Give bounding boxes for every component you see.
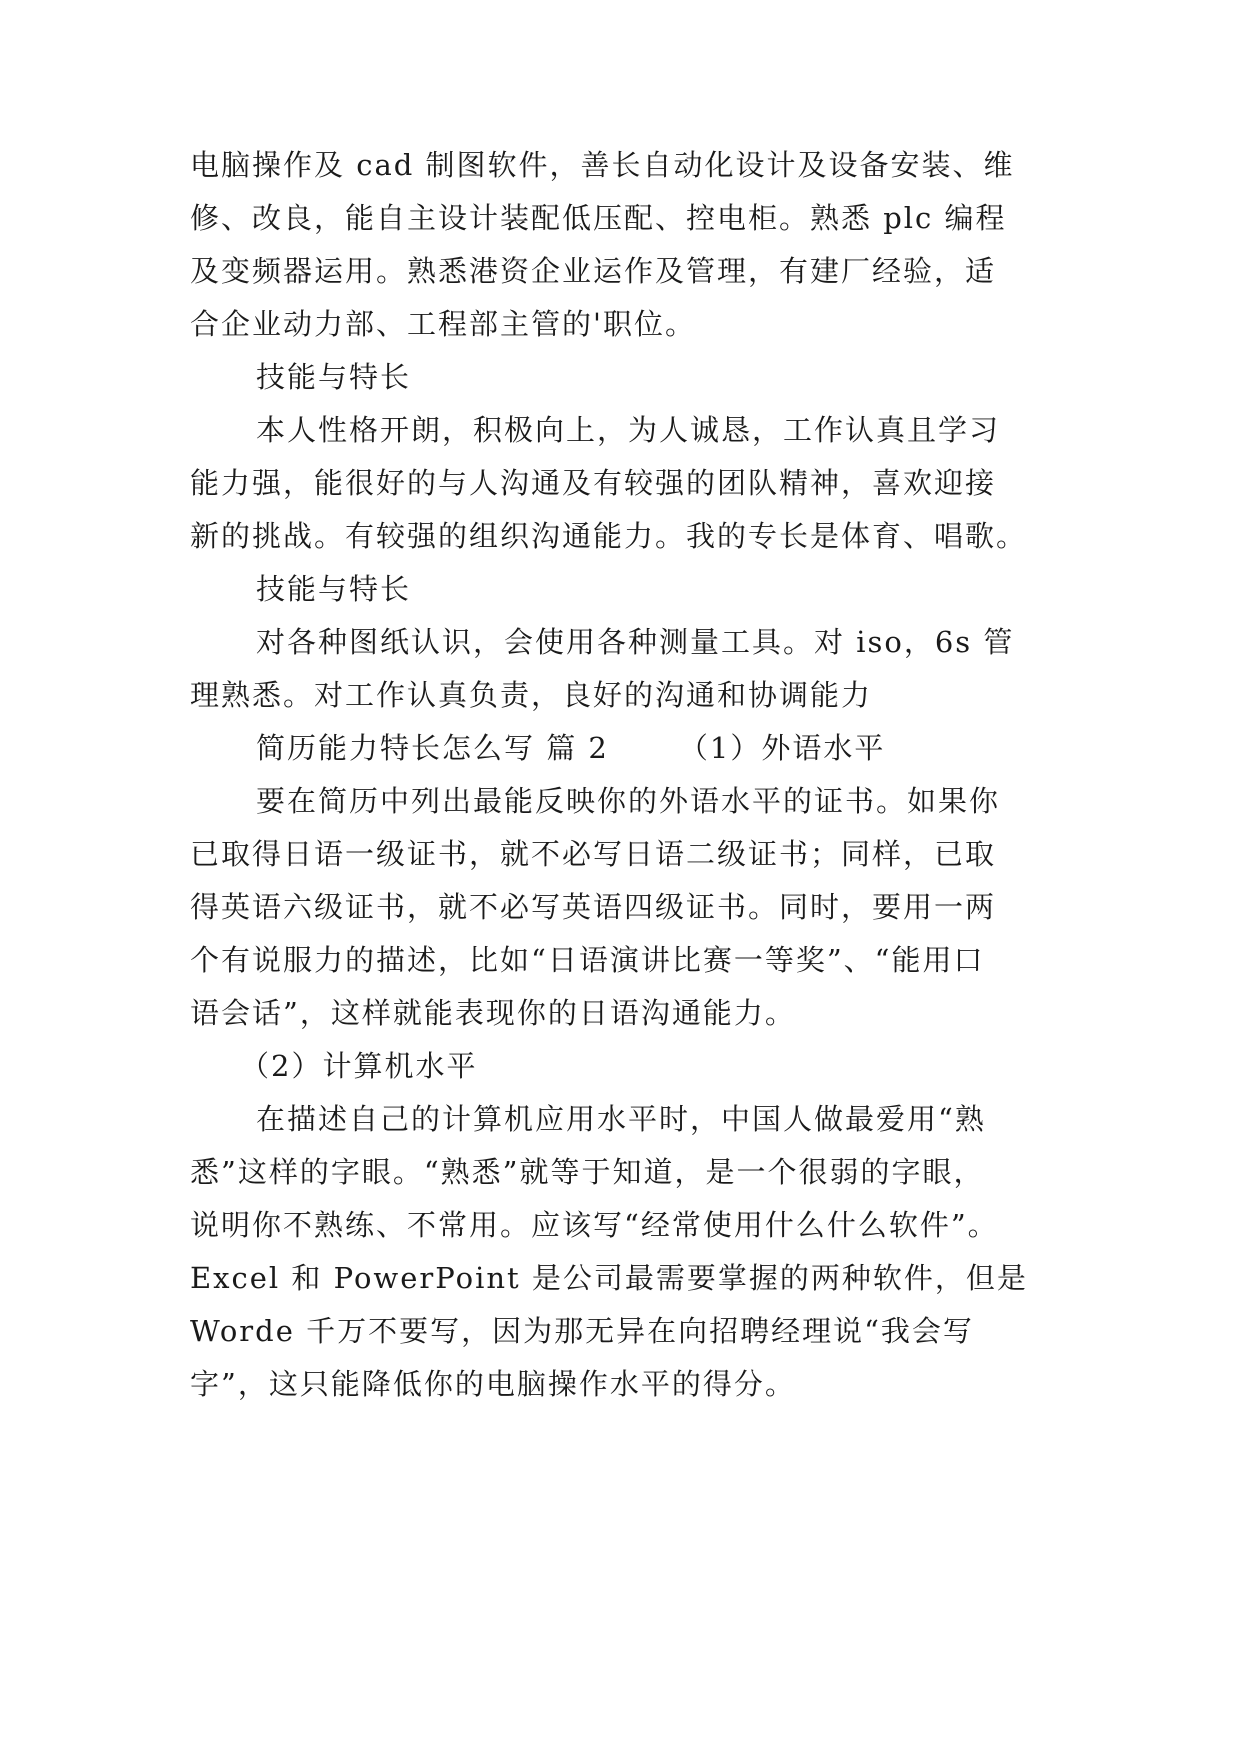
paragraph-line: 新的挑战。有较强的组织沟通能力。我的专长是体育、唱歌。 (190, 519, 1028, 553)
paragraph-line: 及变频器运用。熟悉港资企业运作及管理，有建厂经验，适 (190, 254, 997, 288)
paragraph-line: 得英语六级证书，就不必写英语四级证书。同时，要用一两 (190, 890, 997, 924)
article-title: 简历能力特长怎么写 篇 2 (256, 731, 609, 765)
paragraph-line: 修、改良，能自主设计装配低压配、控电柜。熟悉 plc 编程 (190, 201, 1007, 235)
paragraph-line: 在描述自己的计算机应用水平时，中国人做最爱用“熟 (256, 1102, 986, 1136)
section-heading-skills: 技能与特长 (256, 360, 412, 394)
paragraph-line: 本人性格开朗，积极向上，为人诚恳，工作认真且学习 (256, 413, 1001, 447)
paragraph-line: 电脑操作及 cad 制图软件，善长自动化设计及设备安装、维 (190, 148, 1015, 182)
paragraph-line: 字”，这只能降低你的电脑操作水平的得分。 (190, 1367, 796, 1401)
paragraph-line: 要在简历中列出最能反映你的外语水平的证书。如果你 (256, 784, 1001, 818)
paragraph-line: Worde 千万不要写，因为那无异在向招聘经理说“我会写 (190, 1314, 974, 1348)
paragraph-line: 语会话”，这样就能表现你的日语沟通能力。 (190, 996, 796, 1030)
paragraph-line: 悉”这样的字眼。“熟悉”就等于知道，是一个很弱的字眼， (190, 1155, 985, 1189)
paragraph-line: 对各种图纸认识，会使用各种测量工具。对 iso，6s 管 (256, 625, 1015, 659)
paragraph-line: 能力强，能很好的与人沟通及有较强的团队精神，喜欢迎接 (190, 466, 997, 500)
paragraph-line: 理熟悉。对工作认真负责，良好的沟通和协调能力 (190, 678, 873, 712)
paragraph-line: 个有说服力的描述，比如“日语演讲比赛一等奖”、“能用口 (190, 943, 985, 977)
paragraph-line: 说明你不熟练、不常用。应该写“经常使用什么什么软件”。 (190, 1208, 999, 1242)
paragraph-line: Excel 和 PowerPoint 是公司最需要掌握的两种软件，但是 (190, 1261, 1028, 1295)
section-heading-skills: 技能与特长 (256, 572, 412, 606)
paragraph-line: 已取得日语一级证书，就不必写日语二级证书；同样，已取 (190, 837, 997, 871)
subheading-foreign-language: （1）外语水平 (678, 731, 886, 765)
section-heading-article (256, 728, 1136, 768)
subheading-computer: （2）计算机水平 (240, 1049, 478, 1083)
paragraph-line: 合企业动力部、工程部主管的'职位。 (190, 307, 696, 341)
